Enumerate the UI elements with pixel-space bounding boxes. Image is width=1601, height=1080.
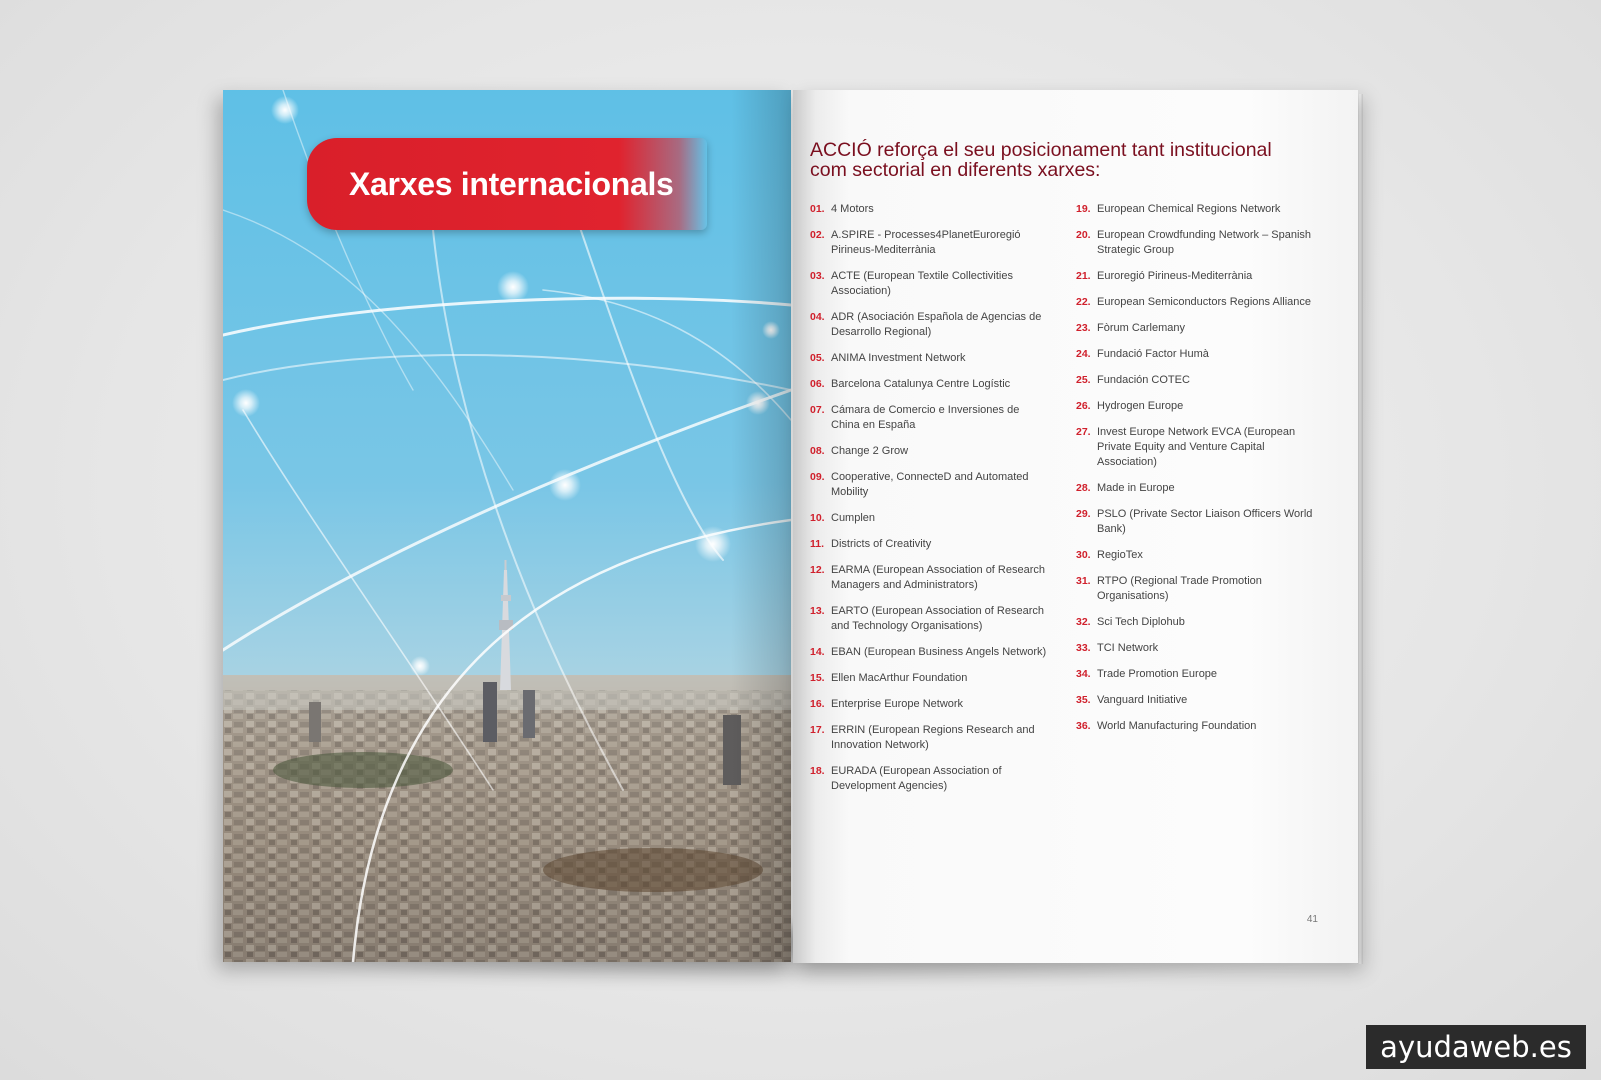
item-number: 29.	[1076, 508, 1091, 520]
list-item	[810, 444, 1050, 459]
item-number: 23.	[1076, 322, 1091, 334]
right-page	[793, 90, 1358, 963]
item-number: 18.	[810, 765, 825, 777]
list-item	[1076, 202, 1316, 217]
list-item	[810, 228, 1050, 258]
item-text: European Semiconductors Regions Alliance	[1097, 296, 1312, 308]
item-number: 05.	[810, 352, 825, 364]
list-item	[1076, 615, 1316, 630]
item-number: 32.	[1076, 616, 1091, 628]
item-number: 36.	[1076, 720, 1091, 732]
list-item	[1076, 481, 1316, 496]
list-item	[810, 723, 1050, 753]
list-item	[810, 563, 1050, 593]
page-number: 41	[1306, 914, 1318, 925]
item-number: 06.	[810, 378, 825, 390]
list-item	[810, 377, 1050, 392]
item-number: 28.	[1076, 482, 1091, 494]
list-item	[1076, 693, 1316, 708]
heading-line-2: com sectorial en diferents xarxes:	[810, 159, 1101, 181]
list-item	[1076, 269, 1316, 284]
list-item	[1076, 641, 1316, 656]
list-item	[1076, 373, 1316, 388]
item-number: 22.	[1076, 296, 1091, 308]
item-number: 01.	[810, 203, 825, 215]
left-page	[223, 90, 791, 962]
item-text: TCI Network	[1097, 642, 1159, 654]
item-text: World Manufacturing Foundation	[1097, 720, 1257, 732]
item-number: 15.	[810, 672, 825, 684]
item-number: 09.	[810, 471, 825, 483]
item-text: ERRIN (European Regions Research and Innovation Network)	[831, 724, 1035, 751]
item-text: ANIMA Investment Network	[831, 352, 966, 364]
item-text: RTPO (Regional Trade Promotion Organisations)	[1097, 575, 1262, 602]
item-text: Cooperative, ConnecteD and Automated Mobility	[831, 471, 1029, 498]
item-text: Invest Europe Network EVCA (European Private Equity and Venture Capital Association)	[1097, 426, 1296, 468]
list-item	[810, 537, 1050, 552]
list-item	[1076, 347, 1316, 362]
item-text: Made in Europe	[1097, 482, 1175, 494]
list-item	[1076, 574, 1316, 604]
section-title: Xarxes internacionals	[349, 166, 674, 202]
item-number: 31.	[1076, 575, 1091, 587]
item-number: 33.	[1076, 642, 1091, 654]
item-text: Sci Tech Diplohub	[1097, 616, 1185, 628]
list-item	[1076, 507, 1316, 537]
list-item	[810, 202, 1050, 217]
item-text: Barcelona Catalunya Centre Logístic	[831, 378, 1011, 390]
list-item	[810, 697, 1050, 712]
item-number: 17.	[810, 724, 825, 736]
list-item	[810, 403, 1050, 433]
item-number: 24.	[1076, 348, 1091, 360]
item-number: 27.	[1076, 426, 1091, 438]
item-number: 03.	[810, 270, 825, 282]
list-item	[810, 269, 1050, 299]
heading-line-1: ACCIÓ reforça el seu posicionament tant institucional	[810, 139, 1272, 161]
item-number: 08.	[810, 445, 825, 457]
item-text: Fundación COTEC	[1097, 374, 1190, 386]
item-text: Change 2 Grow	[831, 445, 909, 457]
list-item	[810, 645, 1050, 660]
item-number: 19.	[1076, 203, 1091, 215]
network-list-column-1	[810, 202, 1050, 805]
list-item	[1076, 295, 1316, 310]
list-item	[1076, 548, 1316, 563]
item-number: 02.	[810, 229, 825, 241]
list-item	[1076, 228, 1316, 258]
item-number: 20.	[1076, 229, 1091, 241]
item-number: 34.	[1076, 668, 1091, 680]
item-number: 21.	[1076, 270, 1091, 282]
item-text: Trade Promotion Europe	[1097, 668, 1218, 680]
list-item	[1076, 719, 1316, 734]
item-number: 04.	[810, 311, 825, 323]
list-item	[810, 604, 1050, 634]
item-text: Vanguard Initiative	[1097, 694, 1188, 706]
list-item	[810, 764, 1050, 794]
item-text: ADR (Asociación Española de Agencias de Desarrollo Regional)	[831, 311, 1042, 338]
item-text: Cámara de Comercio e Inversiones de China en España	[831, 404, 1020, 431]
item-text: European Chemical Regions Network	[1097, 203, 1281, 215]
item-text: Districts of Creativity	[831, 538, 932, 550]
site-watermark: ayudaweb.es	[1366, 1025, 1586, 1069]
item-text: Hydrogen Europe	[1097, 400, 1184, 412]
item-text: EARMA (European Association of Research Managers and Administrators)	[831, 564, 1046, 591]
list-item	[1076, 399, 1316, 414]
page-heading	[810, 140, 1330, 180]
list-item	[810, 310, 1050, 340]
item-number: 11.	[810, 538, 825, 550]
list-item	[1076, 321, 1316, 336]
list-item	[1076, 667, 1316, 682]
item-number: 10.	[810, 512, 825, 524]
item-text: RegioTex	[1097, 549, 1143, 561]
item-text: ACTE (European Textile Collectivities Association)	[831, 270, 1013, 297]
item-text: EBAN (European Business Angels Network)	[831, 646, 1047, 658]
item-number: 25.	[1076, 374, 1091, 386]
item-text: European Crowdfunding Network – Spanish Strategic Group	[1097, 229, 1312, 256]
list-item	[810, 511, 1050, 526]
list-item	[810, 671, 1050, 686]
section-title-banner	[307, 138, 707, 230]
item-text: Cumplen	[831, 512, 876, 524]
item-number: 13.	[810, 605, 825, 617]
item-text: Ellen MacArthur Foundation	[831, 672, 968, 684]
item-text: Fòrum Carlemany	[1097, 322, 1186, 334]
item-number: 35.	[1076, 694, 1091, 706]
item-number: 14.	[810, 646, 825, 658]
item-number: 26.	[1076, 400, 1091, 412]
item-text: A.SPIRE - Processes4PlanetEuroregió Pirineus-Mediterrània	[831, 229, 1021, 256]
spine-shadow	[731, 90, 791, 962]
item-text: Fundació Factor Humà	[1097, 348, 1209, 360]
list-item	[810, 470, 1050, 500]
network-list-column-2	[1076, 202, 1316, 745]
item-text: EARTO (European Association of Research and Technology Organisations)	[831, 605, 1044, 632]
list-item	[1076, 425, 1316, 470]
item-text: 4 Motors	[831, 203, 874, 215]
list-item	[810, 351, 1050, 366]
item-text: Euroregió Pirineus-Mediterrània	[1097, 270, 1253, 282]
item-number: 16.	[810, 698, 825, 710]
item-number: 07.	[810, 404, 825, 416]
item-number: 30.	[1076, 549, 1091, 561]
item-number: 12.	[810, 564, 825, 576]
item-text: Enterprise Europe Network	[831, 698, 964, 710]
item-text: EURADA (European Association of Development Agencies)	[831, 765, 1002, 792]
item-text: PSLO (Private Sector Liaison Officers World Bank)	[1097, 508, 1313, 535]
